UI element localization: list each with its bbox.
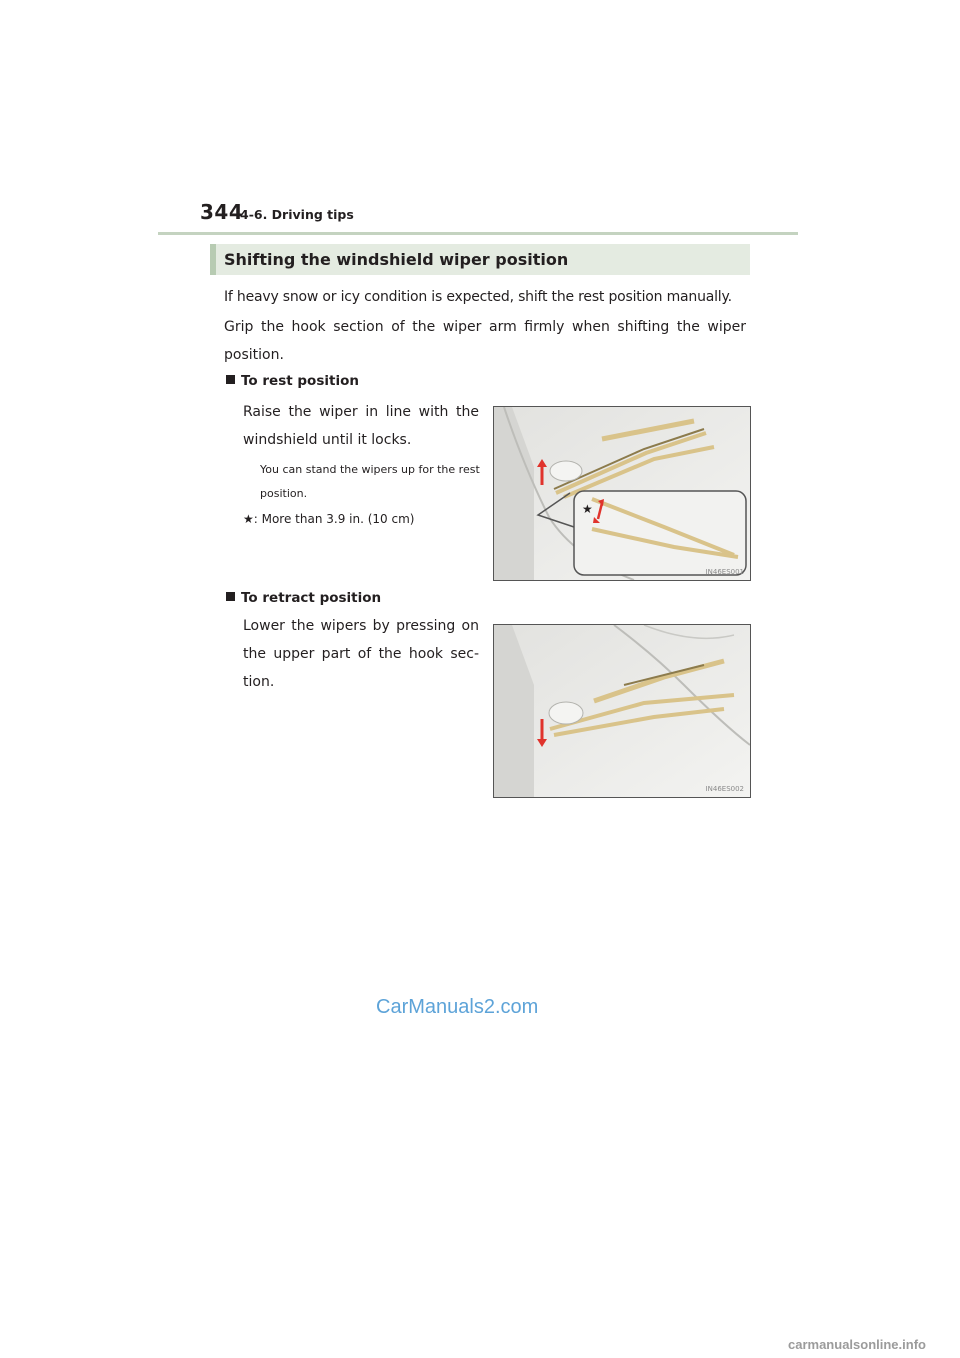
section-name: 4-6. Driving tips [240,207,354,222]
figure-code-1: IN46ES001 [705,568,744,576]
retract-position-heading-text: To retract position [241,590,382,606]
retract-position-heading [226,590,381,606]
rest-position-note: You can stand the wipers up for the rest position. [260,463,480,500]
star-note: ★: More than 3.9 in. (10 cm) [243,512,415,526]
section-title: Shifting the windshield wiper position [224,250,569,269]
paragraph-grip: Grip the hook section of the wiper arm firmly when shifting the wiper position. [224,319,746,363]
rest-position-heading-text: To rest position [241,373,359,389]
rest-position-instruction: Raise the wiper in line with the windshield until it locks. [243,404,479,448]
retract-position-instruction: Lower the wipers by pressing on the upper part of the hook sec-tion. [243,618,479,690]
square-bullet-icon [226,375,235,384]
section-title-band [210,244,750,275]
square-bullet-icon [226,592,235,601]
page-number: 344 [200,200,244,224]
title-accent-bar [210,244,216,275]
header-rule [158,232,798,235]
watermark-footer: carmanualsonline.info [788,1337,926,1352]
retract-position-illustration [493,624,751,798]
figure-code-2: IN46ES002 [705,785,744,793]
wiper-lower-drawing [494,625,750,797]
paragraph-intro: If heavy snow or icy condition is expected, shift the rest position manually. [224,289,732,305]
rest-position-heading [226,373,359,389]
rest-position-illustration [493,406,751,581]
svg-text:★: ★ [582,502,593,516]
wiper-raise-drawing [494,407,750,580]
watermark-center: CarManuals2.com [376,996,539,1018]
